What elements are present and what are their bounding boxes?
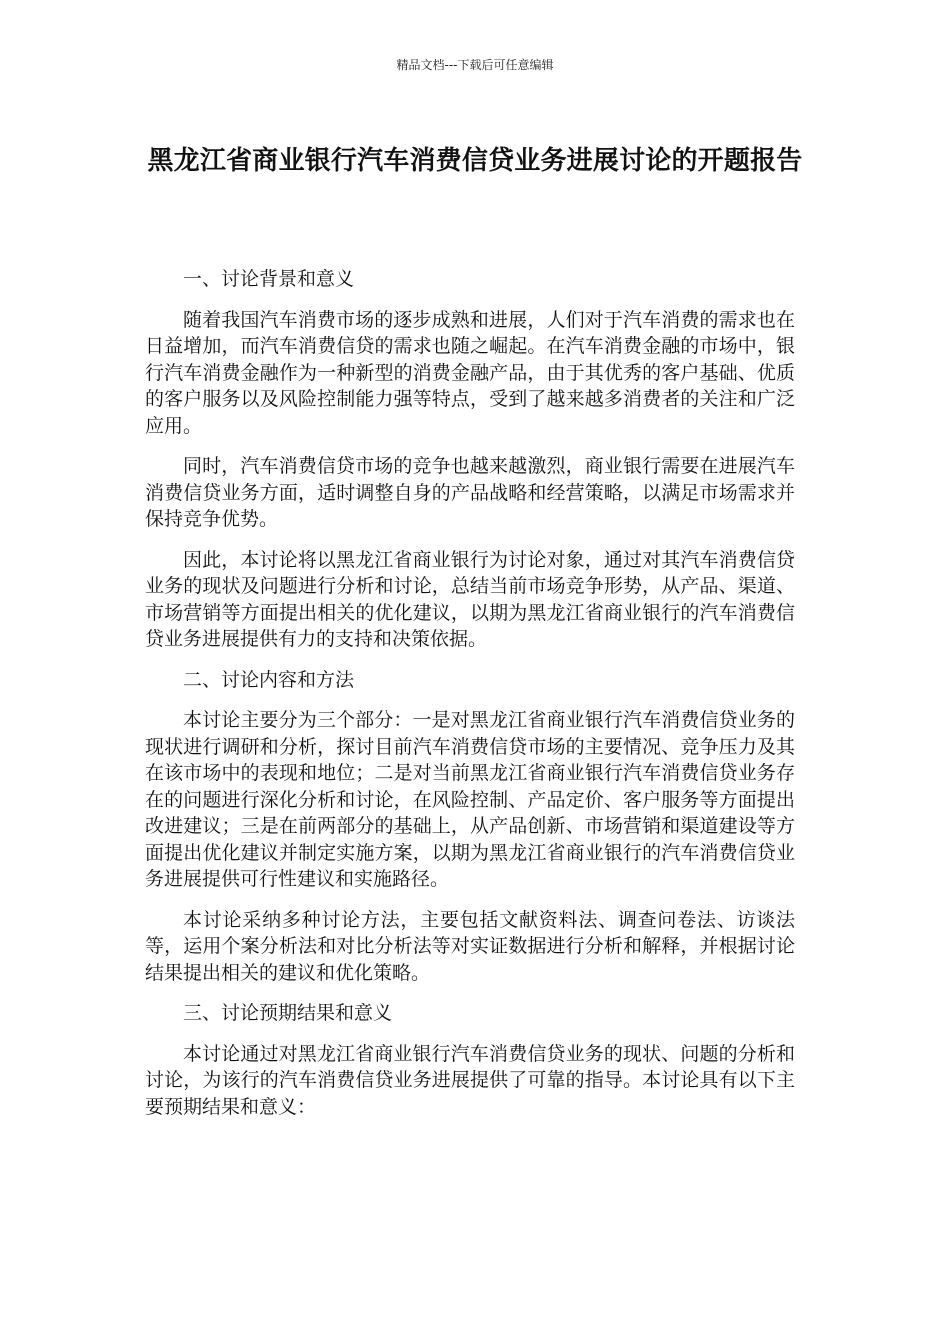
paragraph-background-2: 同时，汽车消费信贷市场的竞争也越来越激烈，商业银行需要在进展汽车消费信贷业务方面，适时调整自身的产品战略和经营策略，以满足市场需求并保持竞争优势。: [145, 455, 795, 530]
paragraph-background-1: 随着我国汽车消费市场的逐步成熟和进展，人们对于汽车消费的需求也在日益增加，而汽车消费信贷的需求也随之崛起。在汽车消费金融的市场中，银行汽车消费金融作为一种新型的消费金融产品，由于其优秀的客户基础、优质的客户服务以及风险控制能力强等特点，受到了越来越多消费者的关注和广泛应用。: [145, 308, 795, 437]
header-note: 精品文档---下载后可任意编辑: [396, 58, 554, 72]
section-heading-1: 一、讨论背景和意义: [183, 268, 355, 290]
document-title: 黑龙江省商业银行汽车消费信贷业务进展讨论的开题报告: [147, 146, 803, 176]
section-heading-3: 三、讨论预期结果和意义: [183, 1002, 393, 1024]
paragraph-background-3: 因此，本讨论将以黑龙江省商业银行为讨论对象，通过对其汽车消费信贷业务的现状及问题进行分析和讨论，总结当前市场竞争形势，从产品、渠道、市场营销等方面提出相关的优化建议，以期为黑龙江省商业银行的汽车消费信贷业务进展提供有力的支持和决策依据。: [145, 548, 795, 650]
section-heading-2: 二、讨论内容和方法: [183, 668, 355, 691]
paragraph-content-1: 本讨论主要分为三个部分：一是对黑龙江省商业银行汽车消费信贷业务的现状进行调研和分析，探讨目前汽车消费信贷市场的主要情况、竞争压力及其在该市场中的表现和地位；二是对当前黑龙江省商业银行汽车消费信贷业务存在的问题进行深化分析和讨论，在风险控制、产品定价、客户服务等方面提出改进建议；三是在前两部分的基础上，从产品创新、市场营销和渠道建设等方面提出优化建议并制定实施方案，以期为黑龙江省商业银行的汽车消费信贷业务进展提供可行性建议和实施路径。: [145, 709, 795, 890]
paragraph-results-1: 本讨论通过对黑龙江省商业银行汽车消费信贷业务的现状、问题的分析和讨论，为该行的汽车消费信贷业务进展提供了可靠的指导。本讨论具有以下主要预期结果和意义：: [145, 1042, 795, 1118]
paragraph-content-2: 本讨论采纳多种讨论方法，主要包括文献资料法、调查问卷法、访谈法等，运用个案分析法和对比分析法等对实证数据进行分析和解释，并根据讨论结果提出相关的建议和优化策略。: [145, 908, 795, 984]
document-body: [145, 266, 795, 1120]
